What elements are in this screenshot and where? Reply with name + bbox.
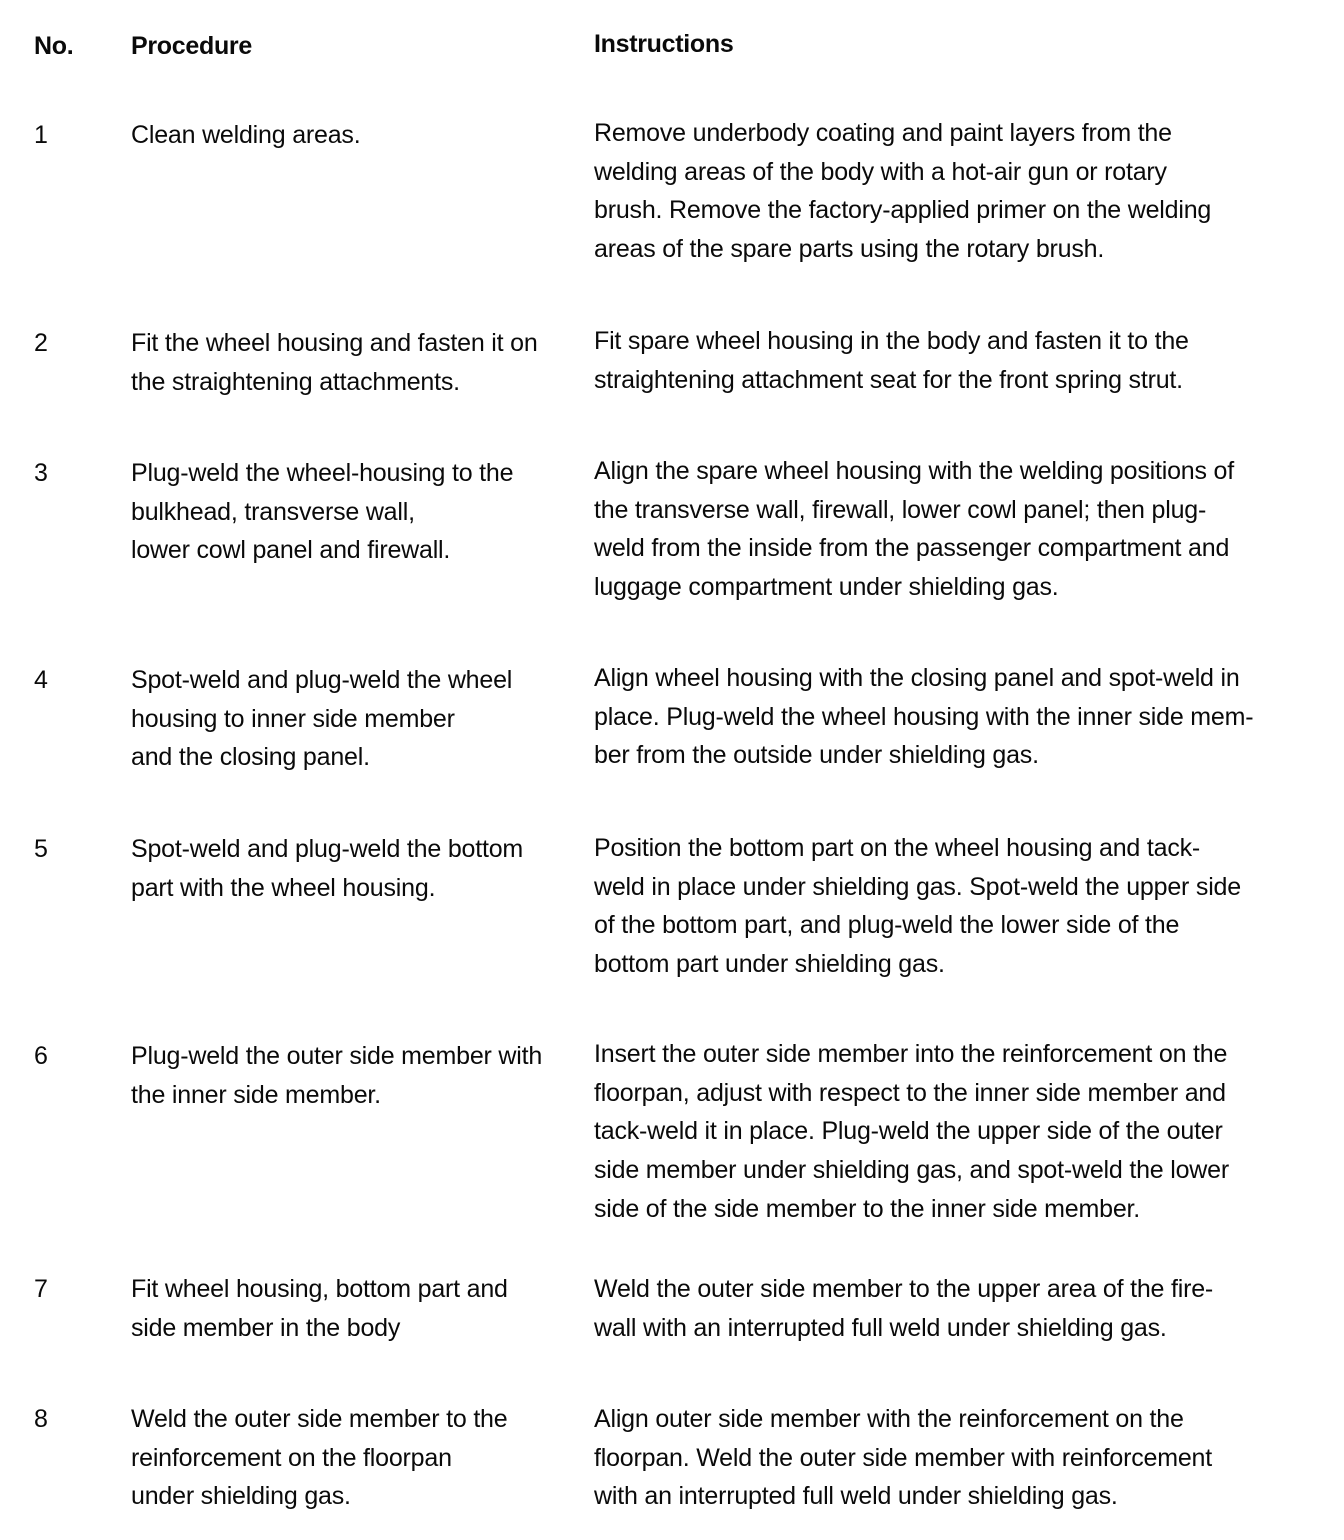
- row-8-procedure: Weld the outer side member to the reinforcement on the floorpan under shielding gas.: [131, 1405, 508, 1511]
- row-2-no: 2: [34, 329, 48, 357]
- row-7-procedure: Fit wheel housing, bottom part and side member in the body: [131, 1275, 508, 1342]
- row-7-no: 7: [34, 1275, 48, 1303]
- row-7-instructions: Weld the outer side member to the upper area of the fire- wall with an interrupted full weld under shielding gas.: [594, 1275, 1214, 1342]
- row-6-no: 6: [34, 1042, 48, 1070]
- row-5-instructions: Position the bottom part on the wheel housing and tack- weld in place under shielding gas. Spot-weld the upper side of the bottom part, and plug-weld the lower side of the bottom part under shielding gas.: [594, 834, 1241, 979]
- row-5-no: 5: [34, 835, 48, 863]
- header-instructions: Instructions: [594, 30, 734, 58]
- row-3-no: 3: [34, 459, 48, 487]
- row-8-instructions: Align outer side member with the reinforcement on the floorpan. Weld the outer side member with reinforcement with an interrupted full weld under shielding gas.: [594, 1405, 1213, 1511]
- header-no: No.: [34, 32, 74, 60]
- row-4-no: 4: [34, 666, 48, 694]
- row-3-procedure: Plug-weld the wheel-housing to the bulkhead, transverse wall, lower cowl panel and firewall.: [131, 459, 514, 565]
- row-6-instructions: Insert the outer side member into the reinforcement on the floorpan, adjust with respect to the inner side member and tack-weld it in place. Plug-weld the upper side of the outer side member under shielding gas, and spot-weld the lower side of the side member to the inner side member.: [594, 1040, 1229, 1223]
- row-2-instructions: Fit spare wheel housing in the body and fasten it to the straightening attachment seat for the front spring strut.: [594, 327, 1189, 394]
- row-6-procedure: Plug-weld the outer side member with the inner side member.: [131, 1042, 543, 1109]
- row-3-instructions: Align the spare wheel housing with the welding positions of the transverse wall, firewall, lower cowl panel; then plug- weld from the inside from the passenger compartment and luggage compartment under shielding gas.: [594, 457, 1234, 602]
- row-1-instructions: Remove underbody coating and paint layers from the welding areas of the body with a hot-air gun or rotary brush. Remove the factory-applied primer on the welding areas of the spare parts using the rotary brush.: [594, 119, 1212, 264]
- row-5-procedure: Spot-weld and plug-weld the bottom part with the wheel housing.: [131, 835, 524, 902]
- header-procedure: Procedure: [131, 32, 252, 60]
- row-1-no: 1: [34, 121, 48, 149]
- row-4-procedure: Spot-weld and plug-weld the wheel housing to inner side member and the closing panel.: [131, 666, 513, 772]
- row-2-procedure: Fit the wheel housing and fasten it on the straightening attachments.: [131, 329, 538, 396]
- row-1-procedure: Clean welding areas.: [131, 121, 361, 149]
- row-8-no: 8: [34, 1405, 48, 1433]
- row-4-instructions: Align wheel housing with the closing panel and spot-weld in place. Plug-weld the wheel housing with the inner side mem- ber from the outside under shielding gas.: [594, 664, 1254, 770]
